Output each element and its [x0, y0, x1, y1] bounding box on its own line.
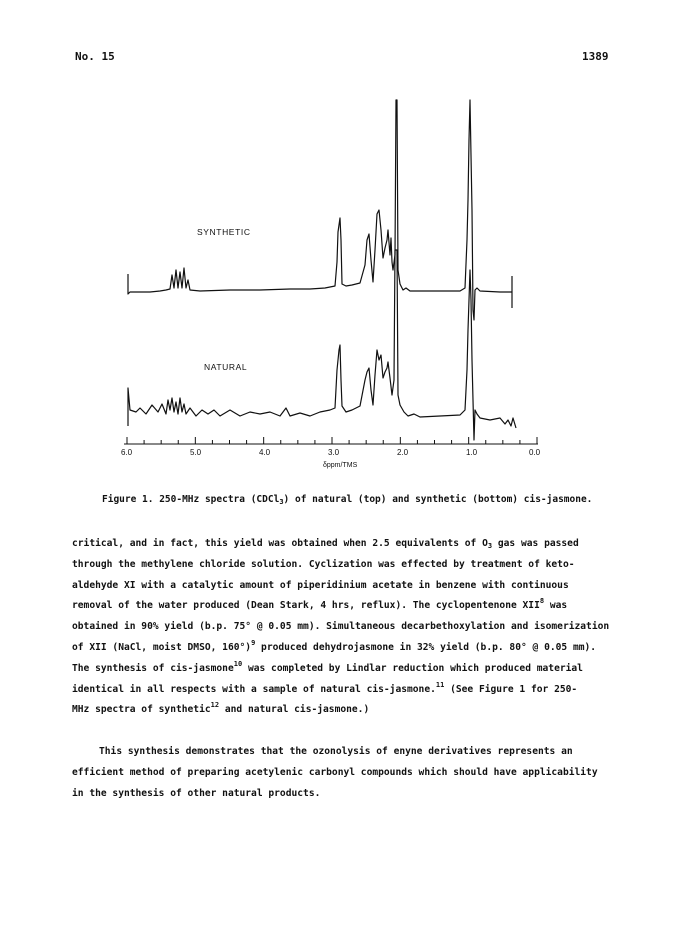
journal-issue: No. 15: [75, 50, 115, 63]
reference-superscript: 10: [233, 659, 243, 668]
tick-label-3: 3.0: [328, 448, 340, 457]
text-line: [72, 596, 632, 617]
text-run: MHz spectra of synthetic: [72, 704, 211, 716]
text-run: was completed by Lindlar reduction which produced material: [242, 662, 583, 674]
text-line: [72, 534, 632, 555]
tick-label-5: 5.0: [190, 448, 202, 457]
reference-superscript: 12: [210, 701, 220, 710]
subscript: 3: [487, 542, 493, 550]
caption-suffix: ) of natural (top) and synthetic (bottom) cis-jasmone.: [283, 494, 593, 505]
text-line: obtained in 90% yield (b.p. 75° @ 0.05 mm). Simultaneous decarbethoxylation and isomerization: [72, 621, 610, 633]
text-run: of XII (NaCl, moist DMSO, 160°): [72, 641, 252, 653]
label-synthetic: SYNTHETIC: [197, 227, 251, 237]
text-line: [72, 638, 632, 659]
text-run: produced dehydrojasmone in 32% yield (b.p. 80° @ 0.05 mm).: [255, 641, 597, 653]
reference-superscript: 11: [435, 680, 445, 689]
spectrum-natural: [128, 250, 516, 440]
text-line: [72, 659, 632, 680]
text-line: [72, 680, 632, 701]
reference-superscript: 9: [251, 638, 256, 647]
spectrum-synthetic: [128, 100, 512, 320]
tick-label-1: 1.0: [466, 448, 478, 457]
tick-label-6: 6.0: [121, 448, 133, 457]
text-run: gas was passed: [492, 538, 579, 549]
text-line: through the methylene chloride solution. Cyclization was effected by treatment of keto-: [72, 558, 575, 570]
reference-superscript: 8: [539, 597, 545, 606]
caption-prefix: Figure 1. 250-MHz spectra (CDCl: [102, 494, 280, 505]
tick-label-4: 4.0: [259, 448, 271, 457]
text-run: was: [544, 600, 568, 612]
caption-subscript: 3: [279, 498, 284, 506]
text-run: removal of the water produced (Dean Stark, 4 hrs, reflux). The cyclopentenone XII: [72, 600, 540, 612]
body-paragraph-2: [72, 742, 632, 804]
text-run: (See Figure 1 for 250-: [444, 683, 578, 695]
text-line: in the synthesis of other natural products.: [72, 787, 321, 799]
text-line: [72, 700, 632, 721]
tick-label-2: 2.0: [397, 448, 409, 457]
text-line: efficient method of preparing acetylenic carbonyl compounds which should have applicability: [72, 766, 598, 778]
text-line: This synthesis demonstrates that the ozonolysis of enyne derivatives represents an: [99, 746, 573, 757]
text-run: critical, and in fact, this yield was obtained when 2.5 equivalents of O: [72, 538, 488, 549]
text-line: aldehyde XI with a catalytic amount of piperidinium acetate in benzene with continuous: [72, 579, 569, 591]
body-paragraph-1: [72, 534, 632, 721]
axis-unit-label: δppm/TMS: [323, 462, 358, 469]
figure-caption: [102, 494, 592, 505]
x-axis-ticks: [127, 437, 537, 444]
label-natural: NATURAL: [204, 362, 248, 372]
page-number: 1389: [582, 50, 609, 63]
tick-label-0: 0.0: [529, 448, 541, 457]
text-run: and natural cis-jasmone.): [219, 704, 370, 716]
text-run: identical in all respects with a sample of natural cis-jasmone.: [72, 683, 436, 695]
text-run: The synthesis of cis-jasmone: [72, 662, 234, 674]
